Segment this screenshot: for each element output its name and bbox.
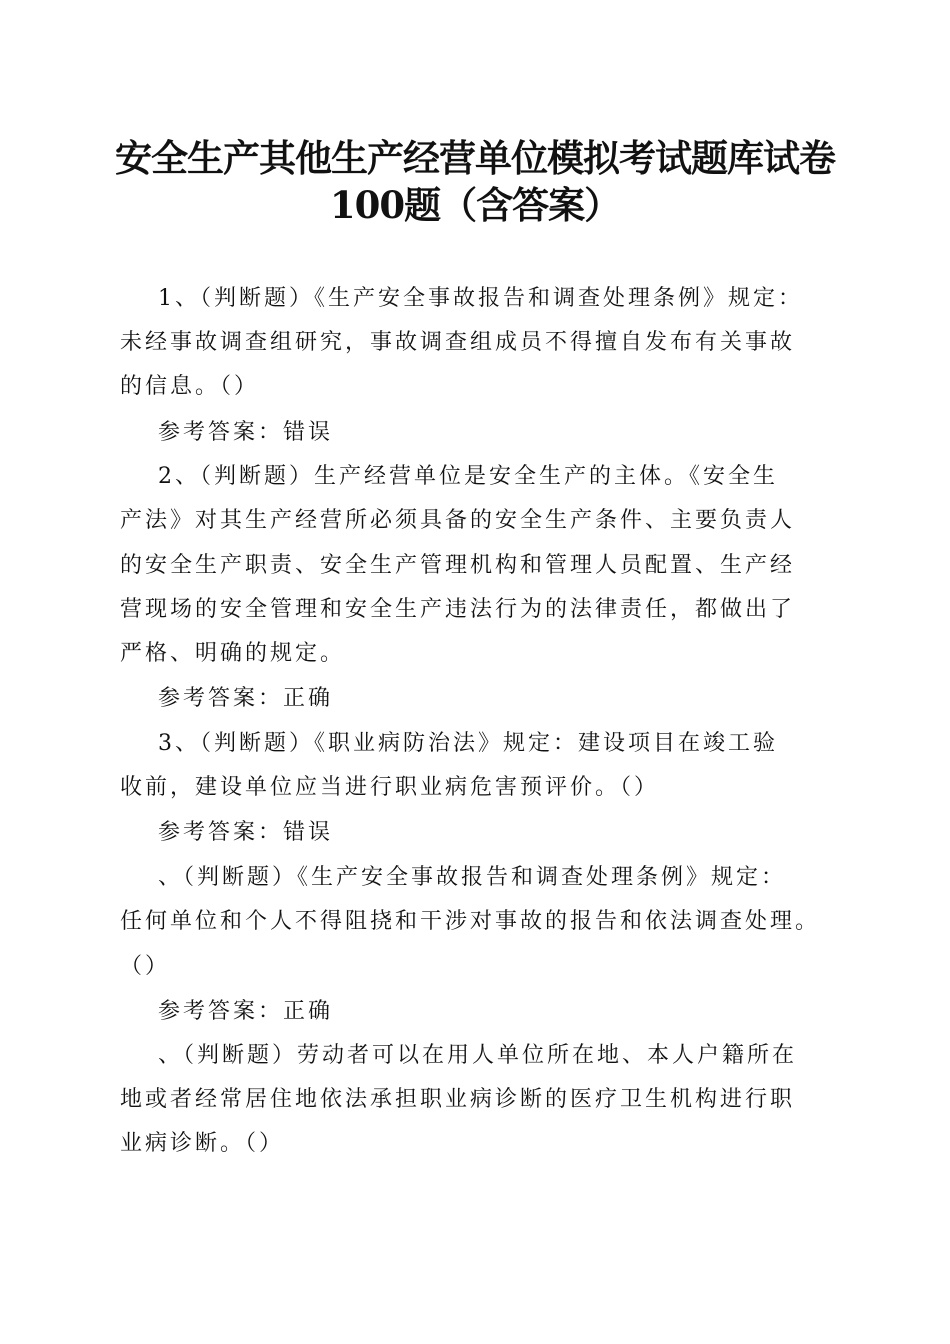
question-text-line: 产法》对其生产经营所必须具备的安全生产条件、主要负责人 — [120, 508, 796, 533]
document-title-line-2: 100题（含答案） — [329, 183, 621, 227]
question-text-line: 3、（判断题）《职业病防治法》规定：建设项目在竣工验 — [158, 731, 778, 756]
question-text-line: 任何单位和个人不得阻挠和干涉对事故的报告和依法调查处理。 — [120, 909, 821, 934]
answer-line: 参考答案：错误 — [158, 820, 334, 845]
question-text-line: 的信息。（） — [120, 374, 260, 399]
question-text-line: 地或者经常居住地依法承担职业病诊断的医疗卫生机构进行职 — [120, 1087, 796, 1112]
question-text-line: 、（判断题）劳动者可以在用人单位所在地、本人户籍所在 — [158, 1043, 798, 1068]
question-text-line: 1、（判断题）《生产安全事故报告和调查处理条例》规定： — [158, 286, 803, 311]
question-text-line: 业病诊断。（） — [120, 1131, 285, 1156]
question-text-line: 收前，建设单位应当进行职业病危害预评价。（） — [120, 775, 660, 800]
question-text-line: 营现场的安全管理和安全生产违法行为的法律责任，都做出了 — [120, 597, 796, 622]
question-text-line: 严格、明确的规定。 — [120, 641, 346, 666]
question-text-line: 的安全生产职责、安全生产管理机构和管理人员配置、生产经 — [120, 553, 796, 578]
answer-line: 参考答案：正确 — [158, 999, 334, 1024]
question-text-line: （） — [120, 954, 171, 979]
answer-line: 参考答案：错误 — [158, 420, 334, 445]
question-text-line: 未经事故调查组研究，事故调查组成员不得擅自发布有关事故 — [120, 330, 796, 355]
answer-line: 参考答案：正确 — [158, 686, 334, 711]
question-text-line: 2、（判断题）生产经营单位是安全生产的主体。《安全生 — [158, 464, 778, 489]
question-text-line: 、（判断题）《生产安全事故报告和调查处理条例》规定： — [158, 865, 787, 890]
document-title-line-1: 安全生产其他生产经营单位模拟考试题库试卷 — [115, 136, 835, 180]
